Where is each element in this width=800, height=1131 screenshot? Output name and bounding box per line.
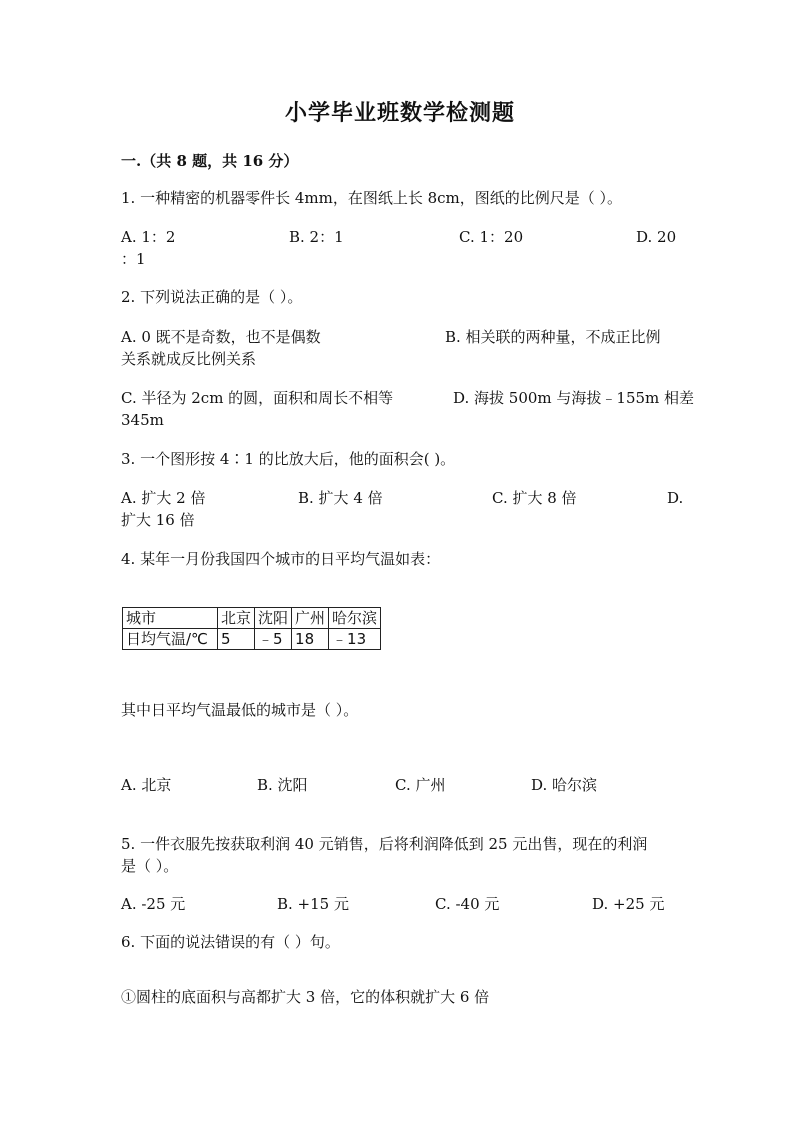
section-heading: 一.（共 8 题，共 16 分） — [121, 152, 299, 170]
q3-option-d-wrap: 扩大 16 倍 — [121, 511, 195, 529]
q2-option-c[interactable]: C. 半径为 2cm 的圆，面积和周长不相等 — [121, 389, 394, 407]
question-3: 3. 一个图形按 4∶1 的比放大后，他的面积会( )。 — [121, 450, 456, 468]
q5-option-a[interactable]: A. -25 元 — [121, 895, 186, 913]
table-cell: 城市 — [123, 608, 218, 629]
table-cell: ﹣13 — [329, 629, 381, 650]
question-4-sub: 其中日平均气温最低的城市是（ ）。 — [121, 701, 359, 719]
table-cell: 哈尔滨 — [329, 608, 381, 629]
question-2: 2. 下列说法正确的是（ ）。 — [121, 288, 303, 306]
q2-option-a[interactable]: A. 0 既不是奇数，也不是偶数 — [121, 328, 321, 346]
q1-option-d[interactable]: D. 20 — [636, 228, 677, 246]
question-6-statement-1: ①圆柱的底面积与高都扩大 3 倍，它的体积就扩大 6 倍 — [121, 988, 490, 1006]
q3-option-a[interactable]: A. 扩大 2 倍 — [121, 489, 206, 507]
q2-option-d[interactable]: D. 海拔 500m 与海拔﹣155m 相差 — [453, 389, 695, 407]
q4-option-a[interactable]: A. 北京 — [121, 776, 172, 794]
q1-option-c[interactable]: C. 1：20 — [459, 228, 524, 246]
table-cell: 日均气温/℃ — [123, 629, 218, 650]
table-cell: 5 — [218, 629, 255, 650]
temperature-table — [122, 607, 381, 650]
question-1: 1. 一种精密的机器零件长 4mm，在图纸上长 8cm，图纸的比例尺是（ ）。 — [121, 189, 623, 207]
q5-option-c[interactable]: C. -40 元 — [435, 895, 500, 913]
q5-option-d[interactable]: D. +25 元 — [592, 895, 665, 913]
question-5: 5. 一件衣服先按获取利润 40 元销售，后将利润降低到 25 元出售，现在的利润 — [121, 835, 648, 853]
table-cell: 北京 — [218, 608, 255, 629]
q2-option-b[interactable]: B. 相关联的两种量，不成正比例 — [445, 328, 661, 346]
q1-option-d-wrap: ：1 — [121, 250, 146, 268]
question-6: 6. 下面的说法错误的有（ ）句。 — [121, 933, 340, 951]
q4-option-c[interactable]: C. 广州 — [395, 776, 446, 794]
q3-option-d[interactable]: D. — [667, 489, 684, 507]
q3-option-c[interactable]: C. 扩大 8 倍 — [492, 489, 577, 507]
table-header-row — [123, 608, 381, 629]
table-cell: 18 — [292, 629, 329, 650]
q4-option-d[interactable]: D. 哈尔滨 — [531, 776, 598, 794]
table-cell: 广州 — [292, 608, 329, 629]
q4-option-b[interactable]: B. 沈阳 — [257, 776, 308, 794]
q2-option-d-wrap: 345m — [121, 411, 164, 429]
table-cell: ﹣5 — [255, 629, 292, 650]
table-row — [123, 629, 381, 650]
q3-option-b[interactable]: B. 扩大 4 倍 — [298, 489, 383, 507]
page-title: 小学毕业班数学检测题 — [284, 100, 515, 126]
q5-option-b[interactable]: B. +15 元 — [277, 895, 349, 913]
question-4: 4. 某年一月份我国四个城市的日平均气温如表： — [121, 550, 441, 568]
question-5-wrap: 是（ ）。 — [121, 857, 179, 875]
table-cell: 沈阳 — [255, 608, 292, 629]
q2-option-b-wrap: 关系就成反比例关系 — [121, 350, 257, 368]
q1-option-b[interactable]: B. 2：1 — [289, 228, 344, 246]
q1-option-a[interactable]: A. 1：2 — [121, 228, 176, 246]
